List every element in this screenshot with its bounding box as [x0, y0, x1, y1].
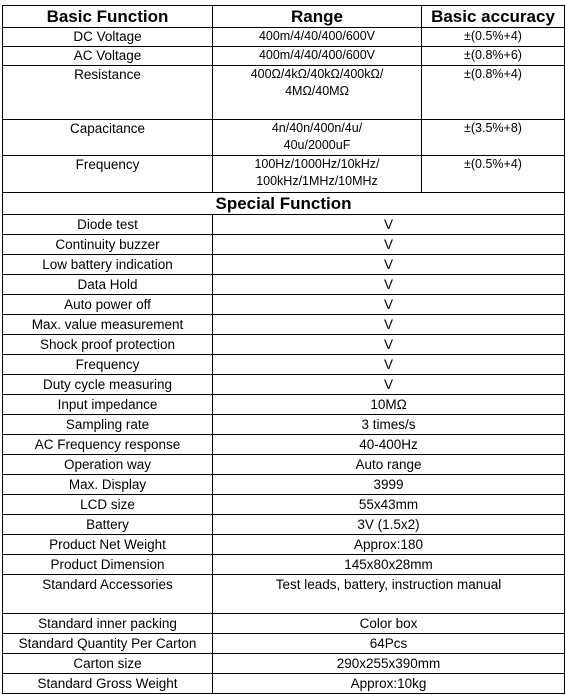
- spec-name: Standard inner packing: [3, 614, 213, 634]
- spec-value: 10MΩ: [213, 395, 565, 415]
- spec-name: AC Frequency response: [3, 435, 213, 455]
- function-name: DC Voltage: [3, 28, 213, 47]
- header-range: Range: [213, 6, 422, 28]
- table-row: [3, 395, 565, 415]
- table-row: [3, 235, 565, 255]
- range-line: 400m/4/40/400/600V: [258, 29, 376, 43]
- spec-name: Max. value measurement: [3, 315, 213, 335]
- spec-value: Approx:180: [213, 535, 565, 555]
- range-line: 400m/4/40/400/600V: [258, 48, 376, 62]
- table-row: [3, 634, 565, 654]
- spec-value: V: [213, 375, 565, 395]
- table-row: [3, 66, 565, 120]
- table-row: [3, 156, 565, 193]
- spec-value: 145x80x28mm: [213, 555, 565, 575]
- table-row: [3, 654, 565, 674]
- spec-value: Color box: [213, 614, 565, 634]
- spec-name: Frequency: [3, 355, 213, 375]
- table-row: [3, 435, 565, 455]
- spec-value: 290x255x390mm: [213, 654, 565, 674]
- function-name: AC Voltage: [3, 47, 213, 66]
- table-row: [3, 575, 565, 614]
- spec-name: Carton size: [3, 654, 213, 674]
- spec-name: Continuity buzzer: [3, 235, 213, 255]
- range-line: 4MΩ/40MΩ: [285, 84, 349, 98]
- spec-value: V: [213, 255, 565, 275]
- function-accuracy: ±(0.5%+4): [422, 28, 565, 47]
- spec-name: Product Net Weight: [3, 535, 213, 555]
- function-name: Capacitance: [3, 120, 213, 156]
- table-row: [3, 375, 565, 395]
- special-function-title: Special Function: [3, 193, 565, 215]
- spec-name: Battery: [3, 515, 213, 535]
- range-line: 100kHz/1MHz/10MHz: [256, 174, 378, 188]
- header-basic-function: Basic Function: [3, 6, 213, 28]
- function-range: [213, 47, 422, 66]
- spec-value: V: [213, 295, 565, 315]
- spec-name: Max. Display: [3, 475, 213, 495]
- function-range: [213, 120, 422, 156]
- table-row: [3, 535, 565, 555]
- spec-value: V: [213, 235, 565, 255]
- header-basic-accuracy: Basic accuracy: [422, 6, 565, 28]
- spec-name: Auto power off: [3, 295, 213, 315]
- table-row: [3, 674, 565, 694]
- header-row: [3, 6, 565, 28]
- function-range: [213, 156, 422, 193]
- spec-value: 55x43mm: [213, 495, 565, 515]
- table-row: [3, 495, 565, 515]
- function-name: Resistance: [3, 66, 213, 120]
- spec-name: Standard Quantity Per Carton: [3, 634, 213, 654]
- spec-name: Operation way: [3, 455, 213, 475]
- table-row: [3, 28, 565, 47]
- section-row: [3, 193, 565, 215]
- function-accuracy: ±(0.5%+4): [422, 156, 565, 193]
- spec-value: V: [213, 315, 565, 335]
- spec-value: 64Pcs: [213, 634, 565, 654]
- spec-value: V: [213, 335, 565, 355]
- spec-value: V: [213, 215, 565, 235]
- spec-value: Approx:10kg: [213, 674, 565, 694]
- spec-name: Standard Accessories: [3, 575, 213, 614]
- spec-value: 3V (1.5x2): [213, 515, 565, 535]
- spec-name: Input impedance: [3, 395, 213, 415]
- table-row: [3, 215, 565, 235]
- spec-value: V: [213, 355, 565, 375]
- spec-name: Duty cycle measuring: [3, 375, 213, 395]
- spec-value: Auto range: [213, 455, 565, 475]
- range-line: 4n/40n/400n/4u/: [271, 121, 363, 135]
- range-line: 40u/2000uF: [283, 138, 351, 152]
- function-accuracy: ±(0.8%+4): [422, 66, 565, 120]
- spec-value: 40-400Hz: [213, 435, 565, 455]
- spec-name: Diode test: [3, 215, 213, 235]
- table-row: [3, 555, 565, 575]
- table-row: [3, 614, 565, 634]
- function-accuracy: ±(3.5%+8): [422, 120, 565, 156]
- range-line: 400Ω/4kΩ/40kΩ/400kΩ/: [250, 67, 384, 81]
- spec-value: Test leads, battery, instruction manual: [213, 575, 565, 614]
- table-row: [3, 315, 565, 335]
- table-row: [3, 295, 565, 315]
- spec-name: Standard Gross Weight: [3, 674, 213, 694]
- table-row: [3, 355, 565, 375]
- table-row: [3, 455, 565, 475]
- table-row: [3, 475, 565, 495]
- table-row: [3, 47, 565, 66]
- spec-name: Shock proof protection: [3, 335, 213, 355]
- function-accuracy: ±(0.8%+6): [422, 47, 565, 66]
- spec-table: [2, 5, 565, 694]
- spec-value: 3 times/s: [213, 415, 565, 435]
- spec-name: Sampling rate: [3, 415, 213, 435]
- function-range: [213, 66, 422, 120]
- table-row: [3, 120, 565, 156]
- table-row: [3, 515, 565, 535]
- function-range: [213, 28, 422, 47]
- spec-value: V: [213, 275, 565, 295]
- spec-name: Data Hold: [3, 275, 213, 295]
- spec-name: LCD size: [3, 495, 213, 515]
- table-row: [3, 255, 565, 275]
- spec-table-container: [2, 5, 564, 694]
- range-line: 100Hz/1000Hz/10kHz/: [254, 157, 380, 171]
- spec-name: Product Dimension: [3, 555, 213, 575]
- spec-value: 3999: [213, 475, 565, 495]
- function-name: Frequency: [3, 156, 213, 193]
- table-row: [3, 275, 565, 295]
- spec-name: Low battery indication: [3, 255, 213, 275]
- table-row: [3, 415, 565, 435]
- table-row: [3, 335, 565, 355]
